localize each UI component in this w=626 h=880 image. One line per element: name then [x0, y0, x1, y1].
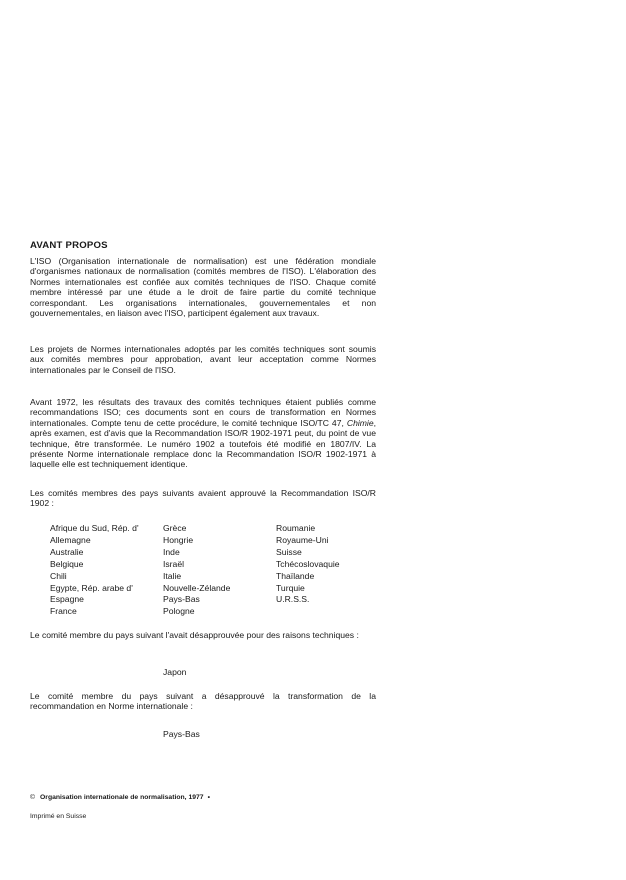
countries-column-1 [50, 523, 139, 618]
foreword-paragraph-3 [30, 397, 376, 470]
copyright-line [30, 794, 210, 801]
copyright-symbol: © [30, 794, 36, 801]
page-title: AVANT PROPOS [30, 240, 108, 251]
disapproving-country-transformation: Pays-Bas [163, 729, 200, 739]
country-item: Egypte, Rép. arabe d' [50, 582, 133, 593]
country-item: Hongrie [163, 534, 194, 545]
country-item: France [50, 606, 77, 617]
country-item: Grèce [163, 523, 187, 533]
country-item: Inde [163, 546, 180, 557]
countries-column-2 [163, 523, 230, 618]
foreword-paragraph-2: Les projets de Normes internationales adoptés par les comités techniques sont soumis aux comités membres pour approbation, avant leur acceptation comme Normes internationales par le Conseil de l'ISO. [30, 344, 376, 375]
country-item: Espagne [50, 594, 84, 605]
committee-name-italic: Chimie [346, 417, 374, 428]
countries-column-3 [276, 523, 340, 606]
country-item: Pays-Bas [163, 594, 200, 605]
country-item: Nouvelle-Zélande [163, 582, 231, 593]
country-item: Israël [163, 558, 185, 569]
approving-countries-list [50, 523, 370, 618]
country-item: Pologne [163, 606, 195, 617]
paragraph-3-text-a: Avant 1972, les résultats des travaux des comités techniques étaient publiés comme recommandations ISO; ces documents sont en cours de transformation en Normes internationales. Compte tenu de cette procédure, le comité technique ISO/TC 47, [30, 397, 376, 428]
country-item: Thaïlande [276, 570, 315, 581]
country-item: Allemagne [50, 534, 91, 545]
country-item: Australie [50, 546, 84, 557]
copyright-text: Organisation internationale de normalisation, 1977 [40, 794, 204, 801]
printed-in-note: Imprimé en Suisse [30, 813, 87, 820]
country-item: Suisse [276, 546, 302, 557]
country-item: Roumanie [276, 523, 316, 533]
bullet-icon: • [207, 794, 210, 801]
country-item: U.R.S.S. [276, 594, 310, 605]
technical-disapproval-intro: Le comité membre du pays suivant l'avait désapprouvée pour des raisons techniques : [30, 630, 359, 640]
paragraph-3-text-b: , après examen, est d'avis que la Recommandation ISO/R 1902-1971 peut, du point de vue technique, être transformée. Le numéro 1902 a toutefois été modifié en 1807/IV. La présente Norme internationale remplace donc la Recommandation ISO/R 1902-1971 à laquelle elle est techniquement identique. [30, 417, 376, 470]
country-item: Belgique [50, 558, 84, 569]
approval-intro: Les comités membres des pays suivants avaient approuvé la Recommandation ISO/R 1902 : [30, 488, 376, 509]
country-item: Chili [50, 570, 67, 581]
country-item: Afrique du Sud, Rép. d' [50, 523, 139, 533]
disapproving-country-technical: Japon [163, 667, 187, 677]
country-item: Turquie [276, 582, 305, 593]
country-item: Royaume-Uni [276, 534, 329, 545]
country-item: Tchécoslovaquie [276, 558, 340, 569]
foreword-paragraph-1: L'ISO (Organisation internationale de normalisation) est une fédération mondiale d'organismes nationaux de normalisation (comités membres de l'ISO). L'élaboration des Normes internationales est confiée aux comités techniques de l'ISO. Chaque comité membre intéressé par une étude a le droit de faire partie du comité technique correspondant. Les organisations internationales, gouvernementales et non gouvernementales, en liaison avec l'ISO, participent également aux travaux. [30, 256, 376, 319]
transformation-disapproval-intro: Le comité membre du pays suivant a désapprouvé la transformation de la recommandation en Norme internationale : [30, 691, 376, 712]
country-item: Italie [163, 570, 182, 581]
